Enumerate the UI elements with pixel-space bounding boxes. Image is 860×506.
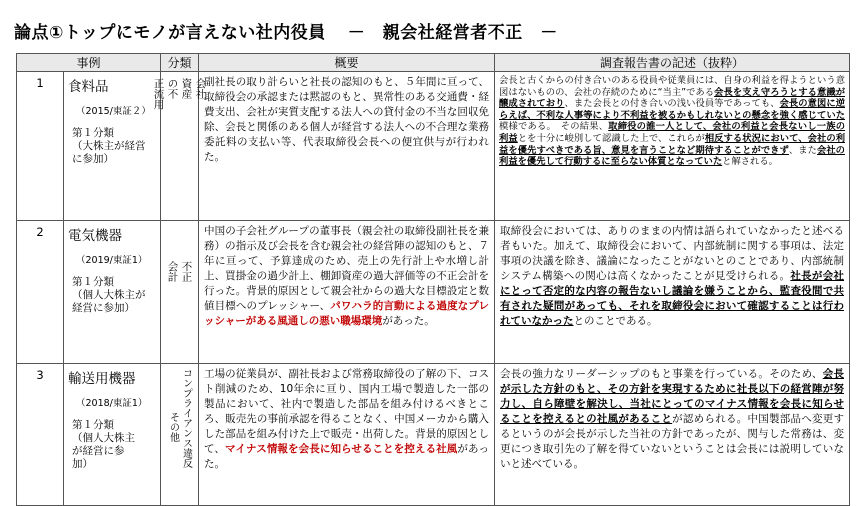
category-text: の不 — [166, 78, 179, 99]
title-sub: － 親会社経営者不正 － — [347, 23, 558, 43]
report-text: と解される。 — [722, 156, 778, 168]
case-class-line: に参加） — [72, 153, 114, 165]
case-class-line: 経営に参加） — [72, 302, 135, 314]
report-emphasis: 会長の意図に逆らえば、不利な人事等により不利益を被るかもしれないとの懸念を強く感じていた — [499, 98, 846, 121]
report-cell — [495, 72, 850, 221]
page-title — [14, 18, 558, 43]
report-text: 、また会長との付き合いの浅い役員等であっても、 — [564, 98, 780, 110]
report-emphasis: 会長が示した方針のもと、その方針を実現するために社長以下の経営陣が努力し、自ら障壁を解決し、当社にとってのマイナス情報を会長に知らせることを控えるとの社風があること — [500, 368, 845, 425]
summary-highlight: パワハラ的言動による過度なプレッシャーがある風通しの悪い職場環境 — [204, 300, 490, 327]
summary-cell — [199, 221, 495, 364]
category-text: 会計 — [166, 261, 179, 282]
report-emphasis: 会社の利益を優先して行動するに至らない体質となっていた — [499, 144, 845, 168]
category-text: 会社 — [194, 78, 207, 99]
category-text: 資産 — [180, 78, 193, 99]
case-class-line: 加） — [72, 458, 93, 470]
case-year: （2015/東証２） — [76, 106, 151, 117]
case-class — [72, 419, 156, 471]
case-number: 3 — [17, 364, 64, 506]
summary-highlight: マイナス情報を会長に知らせることを控える社風 — [225, 443, 458, 455]
summary-cell — [199, 364, 495, 506]
report-text: 会長の強力なリーダーシップのもと事業を行っている。そのため、 — [500, 368, 823, 380]
report-text: 会長と古くからの付き合いのある役員や従業員には、自身の利益を得ようという意図はないものの、会社の存続のために“当主”である — [499, 75, 846, 98]
report-text: が認められる。中国製部品へ変更するというのが会長が示した当社の方針であったが、関与した常務は、変更につき取引先の了解を得ていないということは会長には説明していないと述べている。 — [500, 413, 845, 470]
table-header-row — [17, 54, 850, 72]
title-main: 論点①トップにモノが言えない社内役員 — [14, 23, 326, 43]
report-emphasis: 相反する状況において、会社の利益を優先すべきである旨、意見を言うことなど期待することができず — [499, 132, 845, 156]
header-case: 事例 — [17, 54, 161, 72]
report-emphasis: 取締役の誰一人として、会社の利益と会長ないし一族の利益 — [499, 121, 846, 144]
case-class-line: （大株主が経営 — [72, 140, 146, 152]
summary-text: があった。 — [204, 443, 490, 470]
category-text: コンプライアンス違反 — [180, 368, 192, 468]
report-cell — [495, 364, 850, 506]
table-row — [17, 364, 850, 506]
report-text: とを十分に峻別して認識した上で、これらが — [517, 132, 705, 144]
case-class-line: （個人大株主が — [72, 289, 146, 301]
case-class-line: が経営に参 — [72, 445, 125, 457]
report-emphasis: 会長を支え守ろうとする意識が醸成されており — [499, 86, 846, 110]
case-class-line: 第１分類 — [72, 419, 114, 431]
cases-table — [16, 53, 850, 506]
report-cell — [495, 221, 850, 364]
report-text: 模様である。 その結果、 — [499, 121, 609, 133]
case-year: （2019/東証1） — [76, 255, 148, 266]
industry-name: 電気機器 — [68, 228, 122, 244]
report-text: 取締役会においては、ありのままの内情は語られていなかったと述べる者もいた。加えて、取締役会において、内部統制に関する事項は、法定事項の決議を除き、議論になったことがないとのことであり、内部統制システム構築への関心は高くなかったことが見受けられる。 — [500, 225, 845, 282]
table-row — [17, 72, 850, 221]
header-report: 調査報告書の記述（抜粋） — [495, 54, 850, 72]
case-number: 2 — [17, 221, 64, 364]
summary-text: 工場の従業員が、副社長および常務取締役の了解の下、コスト削減のため、10年余に亘り、国内工場で製造した一部の製品において、社内で製造した部品を組み付けるべきところ、販売先の事前承認を得ることなく、中国メーカから購入した部品を組み付けた上で販売・出荷した。背景的原因として、 — [204, 368, 490, 455]
industry-name: 食料品 — [68, 79, 109, 95]
category-text: その他 — [167, 412, 179, 442]
case-class-line: 第１分類 — [72, 127, 114, 139]
case-company-cell — [64, 72, 161, 221]
table-row — [17, 221, 850, 364]
category-text: 不正 — [180, 261, 193, 282]
category-cell — [152, 72, 207, 221]
case-year: （2018/東証1） — [76, 398, 148, 409]
summary-text: があった。 — [382, 315, 435, 327]
category-text: 正流用 — [152, 78, 165, 110]
report-text: とのことである。 — [573, 315, 658, 327]
summary-text: 中国の子会社グループの董事長（親会社の取締役副社長を兼務）の指示及び会長を含む親会社の経営陣の認知のもと、７年に亘って、予算達成のため、売上の先行計上や水増し計上、買掛金の過少計上、棚卸資産の過大評価等の不正会計を行った。背景的原因として親会社からの過大な目標設定と数値目標へのプレッシャー、 — [204, 225, 490, 312]
case-class-line: 第１分類 — [72, 276, 114, 288]
summary-cell: 副社長の取り計らいと社長の認知のもと、５年間に亘って、取締役会の承認または黙認のもと、異常性のある交通費・経費支出、会社が実質支配する法人への貸付金の不当な回収免除、会長と関係のある個人が経営する法人への不合理な業務委託料の支払い等、代表取締役会長への便宜供与が行われた。 — [199, 72, 495, 221]
case-class — [72, 127, 156, 166]
header-category: 分類 — [161, 54, 199, 72]
case-company-cell — [64, 364, 161, 506]
industry-name: 輸送用機器 — [68, 371, 136, 387]
case-class — [72, 276, 156, 315]
report-emphasis: 社長が会社にとって否定的な内容の報告ないし議論を嫌うことから、監査役間で共有された疑問があっても、それを取締役会において確認することは行われていなかった — [500, 270, 845, 327]
category-cell — [161, 221, 199, 364]
report-text: 、また — [788, 144, 817, 156]
case-class-line: （個人大株主 — [72, 432, 135, 444]
case-company-cell — [64, 221, 161, 364]
header-summary: 概要 — [199, 54, 495, 72]
category-cell — [161, 364, 199, 506]
case-number: 1 — [17, 72, 64, 221]
